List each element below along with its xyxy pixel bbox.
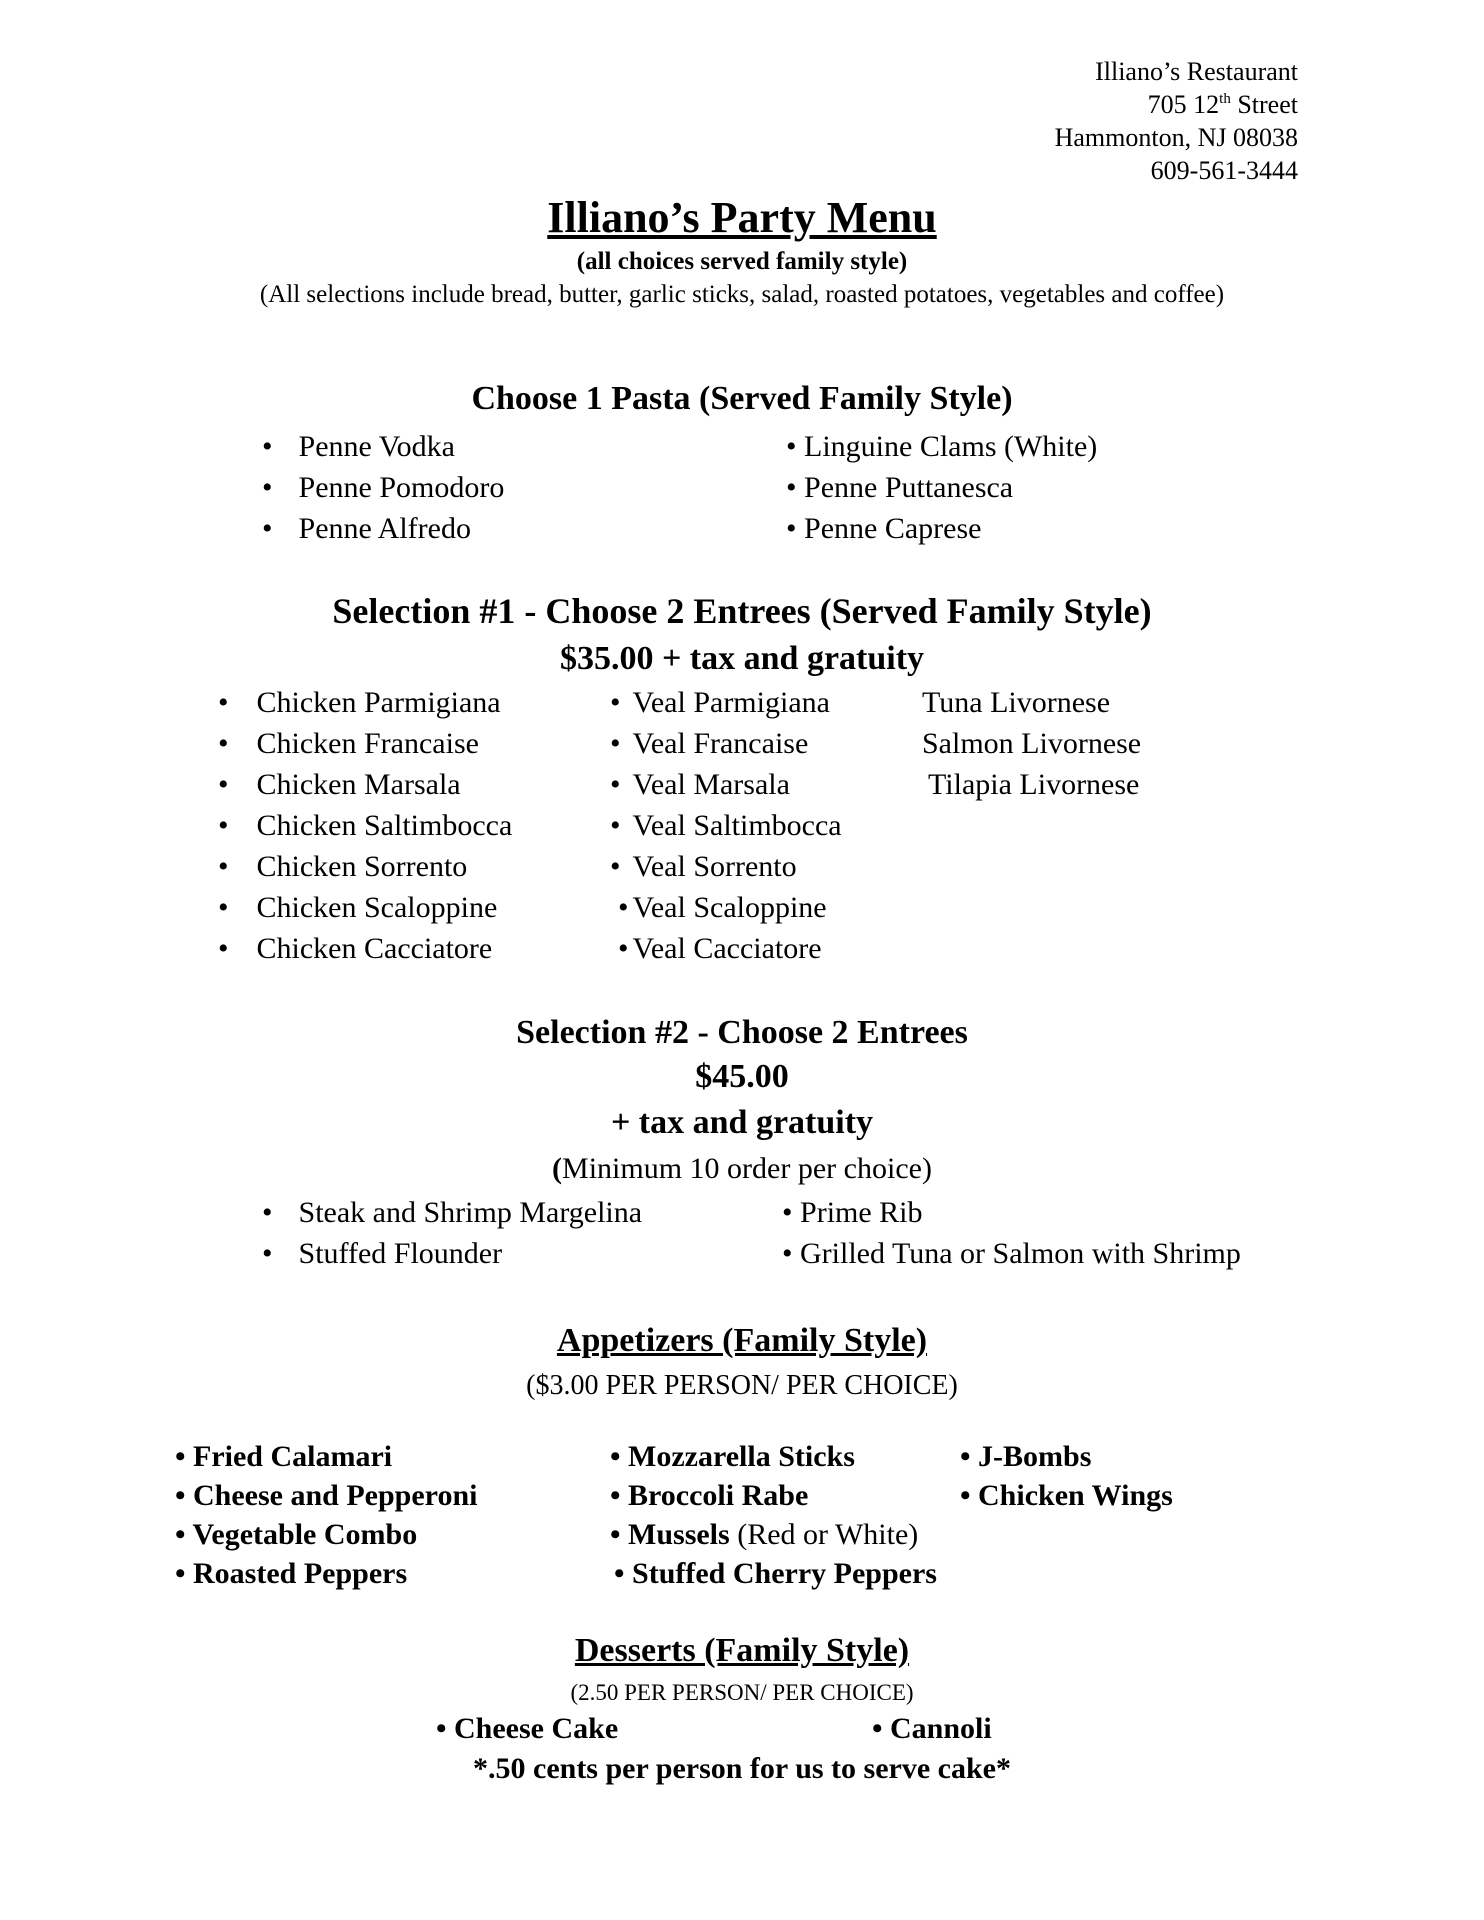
page-subtitle: (all choices served family style) xyxy=(576,248,908,275)
list-item: • Chicken Cacciatore xyxy=(218,932,493,965)
appetizers-heading: Appetizers (Family Style) xyxy=(556,1322,928,1359)
list-item: • Penne Vodka xyxy=(262,430,455,463)
selection2-heading: Selection #2 - Choose 2 Entrees xyxy=(516,1014,968,1051)
city-state-zip: Hammonton, NJ 08038 xyxy=(1054,123,1298,152)
list-item: • Chicken Francaise xyxy=(218,727,479,760)
list-item: • Broccoli Rabe xyxy=(610,1479,809,1512)
list-item: • Penne Alfredo xyxy=(262,512,471,545)
restaurant-address xyxy=(1055,55,1298,187)
list-item: • Veal Francaise xyxy=(610,727,809,760)
pasta-heading: Choose 1 Pasta (Served Family Style) xyxy=(471,380,1013,417)
list-item: • Roasted Peppers xyxy=(175,1557,408,1590)
list-item: • Veal Parmigiana xyxy=(610,686,830,719)
list-item: • Prime Rib xyxy=(782,1196,923,1229)
list-item: • Vegetable Combo xyxy=(175,1518,418,1551)
list-item: • Chicken Sorrento xyxy=(218,850,468,883)
list-item: • Chicken Scaloppine xyxy=(218,891,498,924)
list-item: • Veal Marsala xyxy=(610,768,790,801)
list-item: Salmon Livornese xyxy=(922,727,1142,760)
list-item: • Veal Saltimbocca xyxy=(610,809,842,842)
list-item: • J-Bombs xyxy=(960,1440,1092,1473)
page-title: Illiano’s Party Menu xyxy=(547,193,937,242)
list-item: • Cheese and Pepperoni xyxy=(175,1479,478,1512)
list-item: • Veal Cacciatore xyxy=(618,932,822,965)
list-item: • Penne Caprese xyxy=(786,512,982,545)
selection2-price: $45.00 xyxy=(695,1058,789,1095)
includes-note: (All selections include bread, butter, garlic sticks, salad, roasted potatoes, vegetables and coffee) xyxy=(259,281,1225,308)
list-item: • Cheese Cake xyxy=(436,1712,619,1745)
list-item: • Stuffed Flounder xyxy=(262,1237,503,1270)
list-item: • Veal Sorrento xyxy=(610,850,797,883)
list-item: • Steak and Shrimp Margelina xyxy=(262,1196,643,1229)
selection1-price: $35.00 + tax and gratuity xyxy=(559,640,925,677)
selection2-tax: + tax and gratuity xyxy=(610,1104,874,1141)
phone-number: 609-561-3444 xyxy=(1150,156,1298,185)
list-item: • Stuffed Cherry Peppers xyxy=(614,1557,937,1590)
list-item: • Linguine Clams (White) xyxy=(786,430,1098,463)
list-item: • Grilled Tuna or Salmon with Shrimp xyxy=(782,1237,1241,1270)
list-item: Tilapia Livornese xyxy=(928,768,1140,801)
list-item: • Chicken Wings xyxy=(960,1479,1173,1512)
appetizers-price: ($3.00 PER PERSON/ PER CHOICE) xyxy=(526,1370,958,1401)
desserts-price: (2.50 PER PERSON/ PER CHOICE) xyxy=(570,1680,914,1705)
selection2-minimum: (Minimum 10 order per choice) xyxy=(552,1152,932,1185)
street-address: 705 12th Street xyxy=(1147,90,1298,119)
list-item: • Penne Pomodoro xyxy=(262,471,505,504)
restaurant-name: Illiano’s Restaurant xyxy=(1095,57,1298,86)
list-item: • Fried Calamari xyxy=(175,1440,393,1473)
list-item: • Penne Puttanesca xyxy=(786,471,1014,504)
selection1-heading: Selection #1 - Choose 2 Entrees (Served Family Style) xyxy=(332,591,1152,631)
list-item: • Mussels (Red or White) xyxy=(610,1518,919,1551)
list-item: Tuna Livornese xyxy=(922,686,1111,719)
list-item: • Veal Scaloppine xyxy=(618,891,827,924)
list-item: • Mozzarella Sticks xyxy=(610,1440,855,1473)
cake-note: *.50 cents per person for us to serve cake* xyxy=(473,1752,1011,1785)
list-item: • Chicken Saltimbocca xyxy=(218,809,513,842)
desserts-heading: Desserts (Family Style) xyxy=(574,1632,910,1669)
list-item: • Cannoli xyxy=(872,1712,992,1745)
list-item: • Chicken Parmigiana xyxy=(218,686,501,719)
list-item: • Chicken Marsala xyxy=(218,768,461,801)
